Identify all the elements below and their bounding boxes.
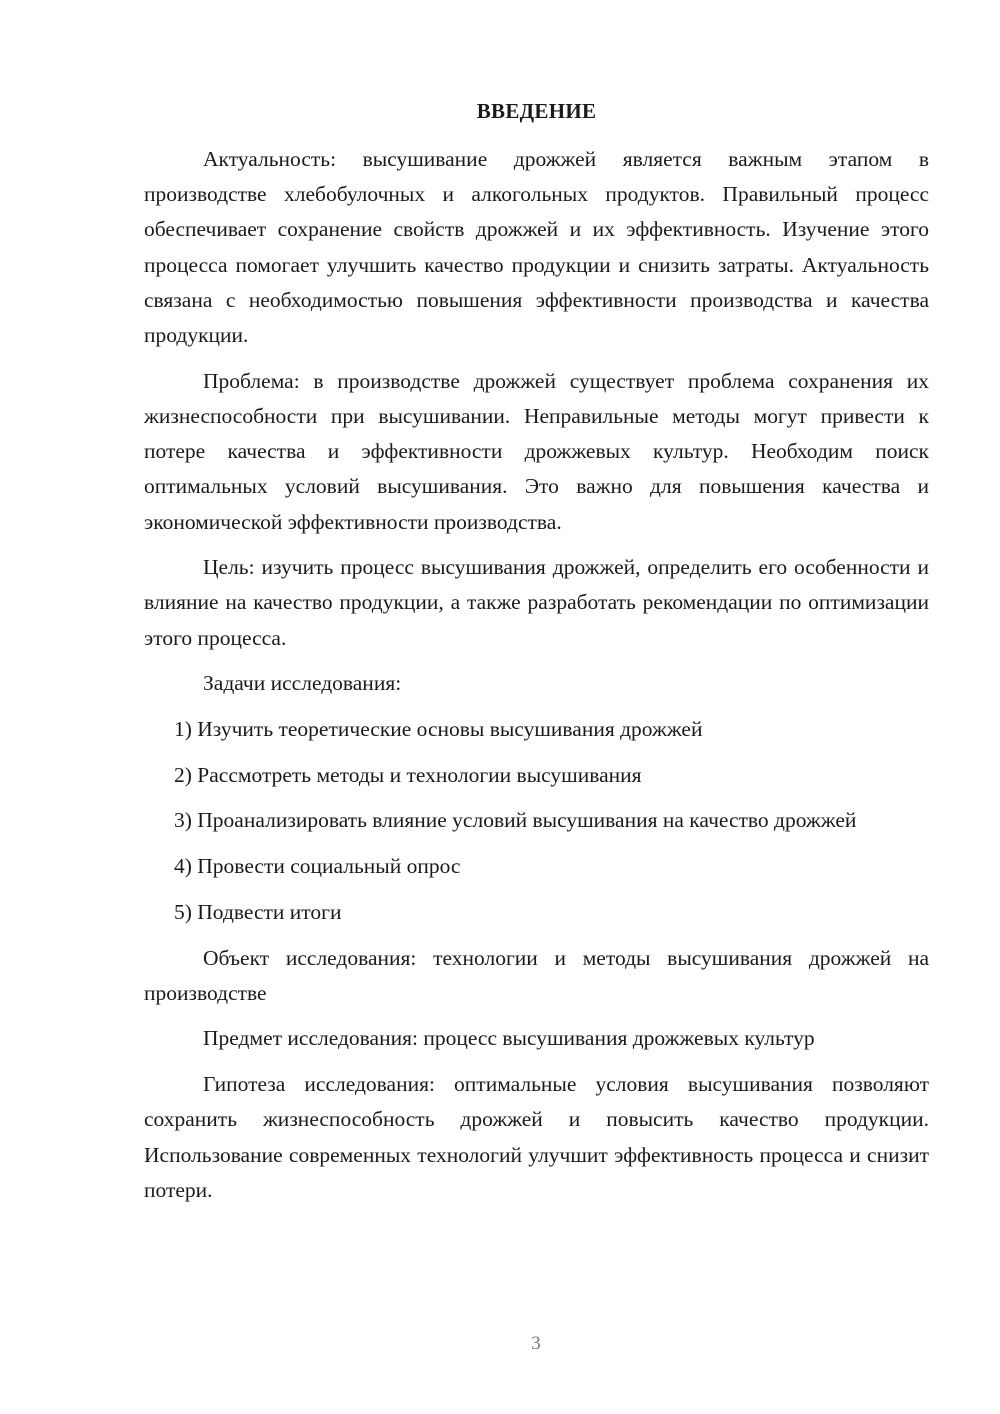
task-item: 3) Проанализировать влияние условий высушивания на качество дрожжей: [174, 808, 857, 833]
paragraph-subject: Предмет исследования: процесс высушивания дрожжевых культур: [203, 1026, 815, 1051]
task-item: 5) Подвести итоги: [174, 899, 342, 924]
tasks-heading: Задачи исследования:: [203, 671, 402, 696]
task-item: 1) Изучить теоретические основы высушивания дрожжей: [174, 717, 703, 742]
task-item: 2) Рассмотреть методы и технологии высушивания: [174, 762, 642, 787]
paragraph-relevance: Актуальность: высушивание дрожжей является важным этапом в производстве хлебобулочных и алкогольных продуктов. Правильный процесс обеспечивает сохранение свойств дрожжей и их эффективность. Изучение этого процесса помогает улучшить качество продукции и снизить затраты. Актуальность связана с необходимостью повышения эффективности производства и качества продукции.: [144, 147, 929, 348]
paragraph-object: Объект исследования: технологии и методы высушивания дрожжей на производстве: [144, 945, 929, 1005]
paragraph-problem: Проблема: в производстве дрожжей существует проблема сохранения их жизнеспособности при высушивании. Неправильные методы могут привести к потере качества и эффективности дрожжевых культур. Необходим поиск оптимальных условий высушивания. Это важно для повышения качества и экономической эффективности производства.: [144, 368, 929, 534]
page-title: ВВЕДЕНИЕ: [476, 99, 597, 123]
task-item: 4) Провести социальный опрос: [174, 854, 461, 879]
paragraph-hypothesis: Гипотеза исследования: оптимальные условия высушивания позволяют сохранить жизнеспособность дрожжей и повысить качество продукции. Использование современных технологий улучшит эффективность процесса и снизит потери.: [144, 1072, 929, 1202]
page-number: 3: [531, 1333, 541, 1354]
paragraph-goal: Цель: изучить процесс высушивания дрожжей, определить его особенности и влияние на качество продукции, а также разработать рекомендации по оптимизации этого процесса.: [144, 555, 929, 650]
document-body: [144, 142, 929, 1208]
